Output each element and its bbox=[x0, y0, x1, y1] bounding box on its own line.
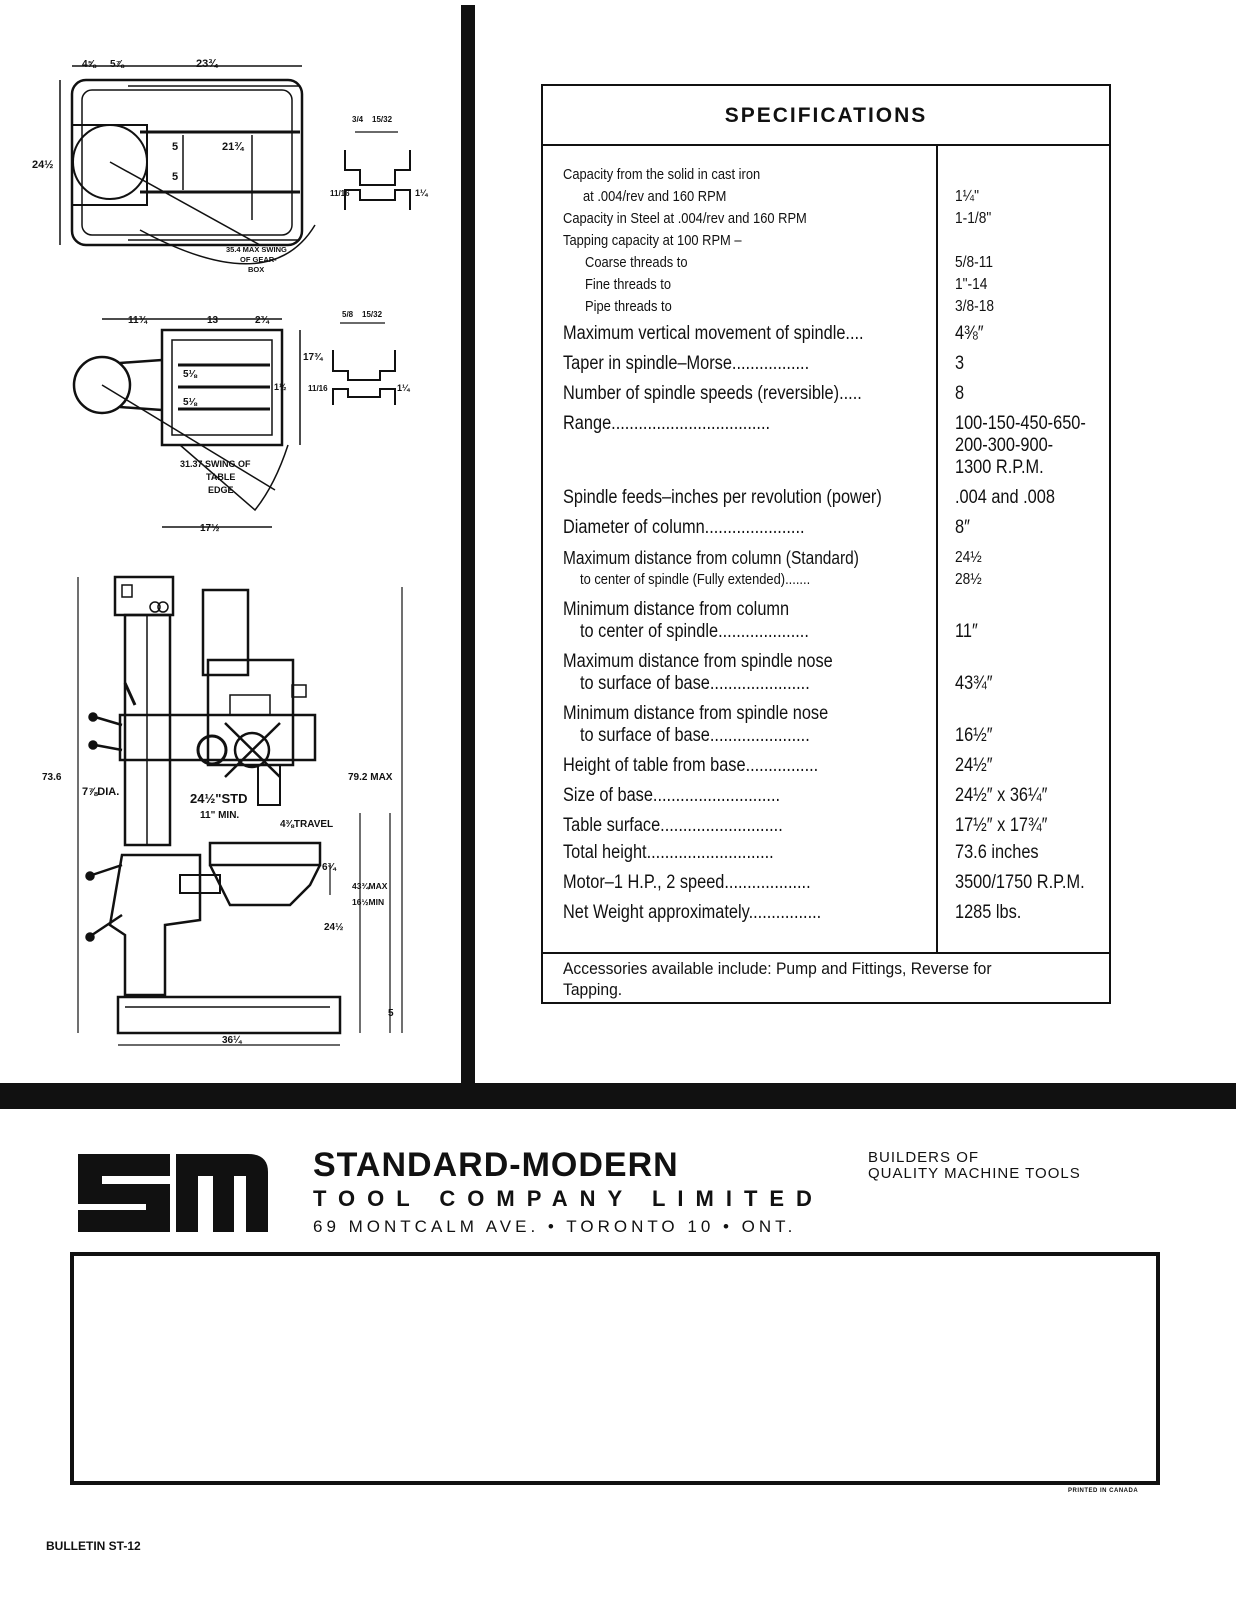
top-dim-c: 23¾ bbox=[196, 58, 218, 70]
spec-value: 4⅜″ bbox=[955, 323, 984, 344]
spec-value: 1¼" bbox=[955, 188, 980, 205]
top-dim-height: 24½ bbox=[32, 159, 54, 171]
spec-value: 1"-14 bbox=[955, 276, 988, 293]
table-dim-c: 2¾ bbox=[255, 315, 269, 326]
spec-label: Fine threads to bbox=[585, 276, 672, 293]
top-view-drawing bbox=[20, 50, 440, 310]
spec-label: Diameter of column...................... bbox=[563, 517, 805, 538]
spec-value: 17½″ x 17¾″ bbox=[955, 815, 1048, 836]
side-table-height: 24½ bbox=[324, 922, 344, 933]
spec-label: to surface of base...................... bbox=[580, 725, 810, 746]
spec-value: 8″ bbox=[955, 517, 970, 538]
spec-label: Capacity in Steel at .004/rev and 160 RPM bbox=[563, 210, 807, 227]
spec-label: to center of spindle (Fully extended)....... bbox=[580, 571, 811, 588]
top-dim-5b: 5 bbox=[172, 171, 179, 183]
spec-value: 3500/1750 R.P.M. bbox=[955, 872, 1085, 893]
spec-label: Tapping capacity at 100 RPM – bbox=[563, 232, 742, 249]
side-max-height: 79.2 MAX bbox=[348, 772, 393, 783]
spec-label: Minimum distance from spindle nose bbox=[563, 703, 829, 724]
side-table-depth: 6¾ bbox=[322, 862, 336, 873]
spec-label: Minimum distance from column bbox=[563, 599, 790, 620]
spec-value: 24½″ bbox=[955, 755, 993, 776]
table-slot-b: 15/32 bbox=[362, 310, 383, 319]
spec-label: Total height............................ bbox=[563, 842, 774, 863]
spec-value: 1300 R.P.M. bbox=[955, 457, 1044, 478]
spec-label: Maximum vertical movement of spindle.... bbox=[563, 323, 864, 344]
side-min-nose: 16½MIN bbox=[352, 897, 385, 907]
table-swing-line2: TABLE bbox=[206, 472, 236, 482]
top-slot-left: 11/16 bbox=[330, 189, 350, 198]
horizontal-divider-rule bbox=[0, 1083, 1236, 1109]
table-dim-right: 17¾ bbox=[303, 352, 323, 363]
spec-label: Maximum distance from spindle nose bbox=[563, 651, 833, 672]
side-base-width: 36¼ bbox=[222, 1035, 242, 1046]
top-slot-a: 3/4 bbox=[352, 115, 364, 124]
table-dim-b: 13 bbox=[207, 315, 219, 326]
spec-value: 16½″ bbox=[955, 725, 993, 746]
spec-value: 3/8-18 bbox=[955, 298, 995, 315]
side-min: 11" MIN. bbox=[200, 810, 240, 821]
spec-label: Pipe threads to bbox=[585, 298, 672, 315]
spec-label: to surface of base...................... bbox=[580, 673, 810, 694]
builders-line1: BUILDERS OF bbox=[868, 1149, 980, 1166]
company-name: STANDARD-MODERN bbox=[313, 1146, 679, 1184]
table-swing-line1: 31.37 SWING OF bbox=[180, 459, 251, 469]
table-slot-right: 1¼ bbox=[397, 383, 410, 393]
table-swing-line3: EDGE bbox=[208, 485, 234, 495]
spec-label: Spindle feeds–inches per revolution (power) bbox=[563, 487, 882, 508]
spec-label: to center of spindle.................... bbox=[580, 621, 809, 642]
spec-label: Range................................... bbox=[563, 413, 771, 434]
top-swing-line1: 35.4 MAX SWING bbox=[226, 245, 287, 254]
spec-label: Coarse threads to bbox=[585, 254, 688, 271]
side-elevation-drawing bbox=[30, 565, 450, 1060]
spec-label: Maximum distance from column (Standard) bbox=[563, 548, 859, 568]
spec-value: 43¾″ bbox=[955, 673, 993, 694]
spec-column-divider bbox=[936, 144, 938, 954]
spec-value: 73.6 inches bbox=[955, 842, 1039, 863]
side-max-nose: 43¾MAX bbox=[352, 881, 388, 891]
spec-value: 1285 lbs. bbox=[955, 902, 1022, 923]
company-address: 69 MONTCALM AVE. • TORONTO 10 • ONT. bbox=[313, 1217, 797, 1236]
spec-value: .004 and .008 bbox=[955, 487, 1055, 508]
table-slot-a: 5/8 bbox=[342, 310, 354, 319]
bulletin-number: BULLETIN ST-12 bbox=[46, 1539, 141, 1553]
printed-in-canada: PRINTED IN CANADA bbox=[1068, 1488, 1139, 1494]
side-total-height: 73.6 bbox=[42, 772, 62, 783]
top-dim-inner: 21¾ bbox=[222, 141, 244, 153]
company-subtitle: TOOL COMPANY LIMITED bbox=[313, 1186, 824, 1211]
table-dim-5a: 5⅛ bbox=[183, 369, 197, 380]
top-slot-right: 1¼ bbox=[415, 188, 428, 198]
builders-line2: QUALITY MACHINE TOOLS bbox=[868, 1165, 1081, 1182]
spec-label: Motor–1 H.P., 2 speed................... bbox=[563, 872, 811, 893]
top-dim-b: 5⅞ bbox=[110, 59, 124, 70]
top-swing-line2: OF GEAR- bbox=[240, 255, 277, 264]
side-base-height: 5 bbox=[388, 1008, 394, 1019]
side-column-dia: 7⅞DIA. bbox=[82, 786, 120, 798]
specifications-table bbox=[541, 84, 1111, 1004]
accessories-note: Accessories available include: Pump and Fittings, Reverse for Tapping. bbox=[563, 959, 992, 999]
spec-label: Capacity from the solid in cast iron bbox=[563, 166, 761, 183]
sm-logo bbox=[78, 1150, 293, 1234]
spec-value: 8 bbox=[955, 383, 965, 404]
spec-label: Taper in spindle–Morse................. bbox=[563, 353, 810, 374]
table-dim-5b: 5⅛ bbox=[183, 397, 197, 408]
spec-label: Net Weight approximately................ bbox=[563, 902, 822, 923]
spec-value: 1-1/8" bbox=[955, 210, 992, 227]
spec-value: 28½ bbox=[955, 571, 982, 588]
spec-label: Table surface........................... bbox=[563, 815, 783, 836]
spec-value: 24½ bbox=[955, 549, 982, 566]
top-dim-a: 4⅝ bbox=[82, 59, 96, 70]
top-slot-b: 15/32 bbox=[372, 115, 393, 124]
side-travel: 4⅜TRAVEL bbox=[280, 819, 334, 830]
spec-label: Number of spindle speeds (reversible)..... bbox=[563, 383, 862, 404]
spec-value: 100-150-450-650- bbox=[955, 413, 1086, 434]
imprint-box bbox=[70, 1252, 1160, 1485]
spec-label: Size of base............................ bbox=[563, 785, 781, 806]
table-view-drawing bbox=[60, 305, 440, 545]
table-dim-bottom: 17½ bbox=[200, 523, 220, 534]
side-std: 24½"STD bbox=[190, 791, 248, 806]
top-dim-5a: 5 bbox=[172, 141, 179, 153]
spec-value: 11″ bbox=[955, 621, 978, 642]
spec-value: 3 bbox=[955, 353, 965, 374]
specifications-title: SPECIFICATIONS bbox=[543, 86, 1109, 146]
spec-value: 24½″ x 36¼″ bbox=[955, 785, 1048, 806]
spec-value: 5/8-11 bbox=[955, 254, 994, 271]
builders-tagline bbox=[868, 1150, 1081, 1182]
spec-label: Height of table from base................ bbox=[563, 755, 819, 776]
spec-value: 200-300-900- bbox=[955, 435, 1054, 456]
table-dim-a: 11¾ bbox=[128, 315, 147, 326]
spec-label: at .004/rev and 160 RPM bbox=[583, 188, 727, 205]
spec-footer-rule bbox=[543, 952, 1109, 954]
vertical-divider-rule bbox=[461, 5, 475, 1095]
top-swing-line3: BOX bbox=[248, 265, 265, 274]
table-dim-mid: 1½ bbox=[274, 382, 287, 392]
table-slot-left: 11/16 bbox=[308, 384, 328, 393]
